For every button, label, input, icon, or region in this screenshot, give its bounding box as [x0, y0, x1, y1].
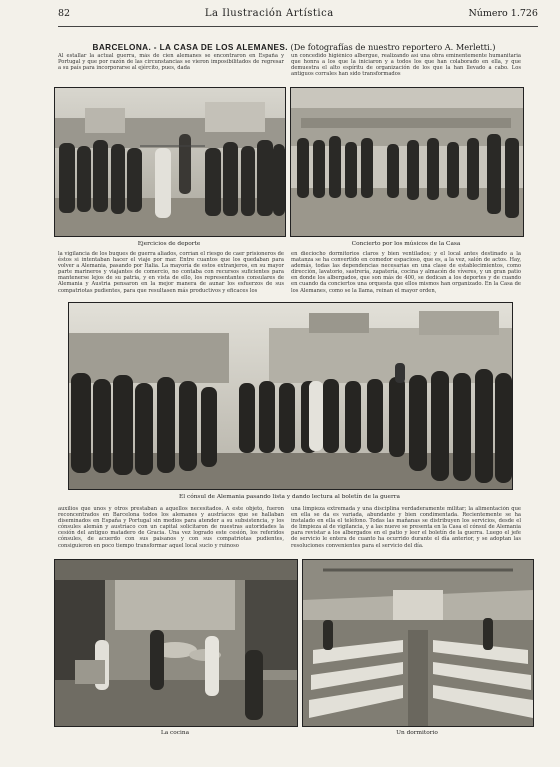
photo-dormitorio [302, 559, 534, 727]
article-title [68, 42, 520, 52]
text-intro-left: Al estallar la actual guerra, más de cien alemanes se encontraron en España y Portugal y que por razón de las circunstancias se vieron imposibilitados de regresar a su país para incorporarse al ejército, pues, dada [58, 53, 284, 72]
page-header [58, 8, 538, 27]
photo-ejercicios-deporte [54, 87, 286, 237]
caption-photo-3: El cónsul de Alemania pasando lista y dando lectura al boletín de la guerra [179, 494, 400, 500]
article-headline: BARCELONA. - LA CASA DE LOS ALEMANES. [92, 43, 288, 52]
magazine-title: La Ilustración Artística [204, 8, 334, 19]
article-subheadline: (De fotografías de nuestro reportero A. Merletti.) [290, 42, 496, 52]
text-middle-right: en dieciocho dormitorios claros y bien ventilados; y el local antes destinado a la matanza se ha convertido en comedor espacioso, que es, a la vez, salón de actos. Hay, además, todas las dependencias necesarias en una clase de establecimientos, como dirección, lavatorio, sastrería, zapatería, cocina y almacén de víveres, y un gran patio en donde los albergados, que son más de 400, se dedican a los deportes y de cuando en cuando da conciertos una orquesta que ellos mismos han organizado. En la Casa de los Alemanes, como se la llama, reinan el mayor orden, [291, 251, 521, 294]
caption-photo-4: La cocina [160, 730, 190, 736]
photo-consul-boletin [68, 302, 513, 490]
text-lower-right: una limpieza extremada y una disciplina verdaderamente militar; la alimentación que en ella se da es variada, abundante y bien condimentada. Recientemente se ha instalado en ella el teléfono. Todas las mañanas se distribuyen los servicios, desde el de limpieza al de vigilancia, y a las nueve se presenta en la Casa el cónsul de Alemania para revistar a los albergados en el patio y leer el boletín de la guerra. Luego el jefe de servicio le entera de cuanto ha ocurrido durante el día anterior, y se adoptan las resoluciones convenientes para el servicio del día. [291, 506, 521, 549]
text-middle-left: la vigilancia de los buques de guerra aliados, corrían el riesgo de caer prisioneros de éstos si intentaban hacer el viaje por mar. Entre cuantos que los quedaban para volver a Alemania, pasando por Italia. La mayoría de estos extranjeros, en su mayor parte marineros y viajantes de comercio, no contaba con recursos suficientes para mantenerse lejos de su patria, y en vista de ello, los representantes consulares de Alemania y Austria pensaron en la mejor manera de aunar los esfuerzos de sus compatriotas pudientes, para que resultasen más productivos y eficaces los [58, 251, 284, 294]
page-number: 82 [58, 8, 71, 19]
caption-photo-1: Ejercicios de deporte [137, 241, 201, 247]
caption-photo-5: Un dormitorio [396, 730, 438, 736]
caption-photo-2: Concierto por los músicos de la Casa [351, 241, 461, 247]
photo-cocina [54, 559, 298, 727]
text-intro-right: un concedido higiénico albergue, realizando así una obra eminentemente humanitaria que honra a los que la iniciaron y a todos los que han colaborado en ella, y que demuestra el alto espíritu de organización de los que la han llevado a cabo. Los antiguos corrales han sido transformados [291, 53, 521, 78]
issue-number: Número 1.726 [468, 8, 538, 19]
text-lower-left: auxilios que unos y otros prestaban a aquellos necesitados. A este objeto, fueron reconcentrados en Barcelona todos los alemanes y austríacos que se hallaban diseminados en España y Portugal sin medios para atender a su subsistencia, y los cónsules alemán y austríaco con un capital solicitaron de nuestras autoridades la cesión del antiguo matadero de Gracia. Una vez logrado este cesión, los referidos cónsules, de acuerdo con sus paisanos y con sus compatriotas pudientes, consiguieron en poco tiempo transformar aquel local sucio y ruinoso [58, 506, 284, 549]
photo-concierto [290, 87, 524, 237]
